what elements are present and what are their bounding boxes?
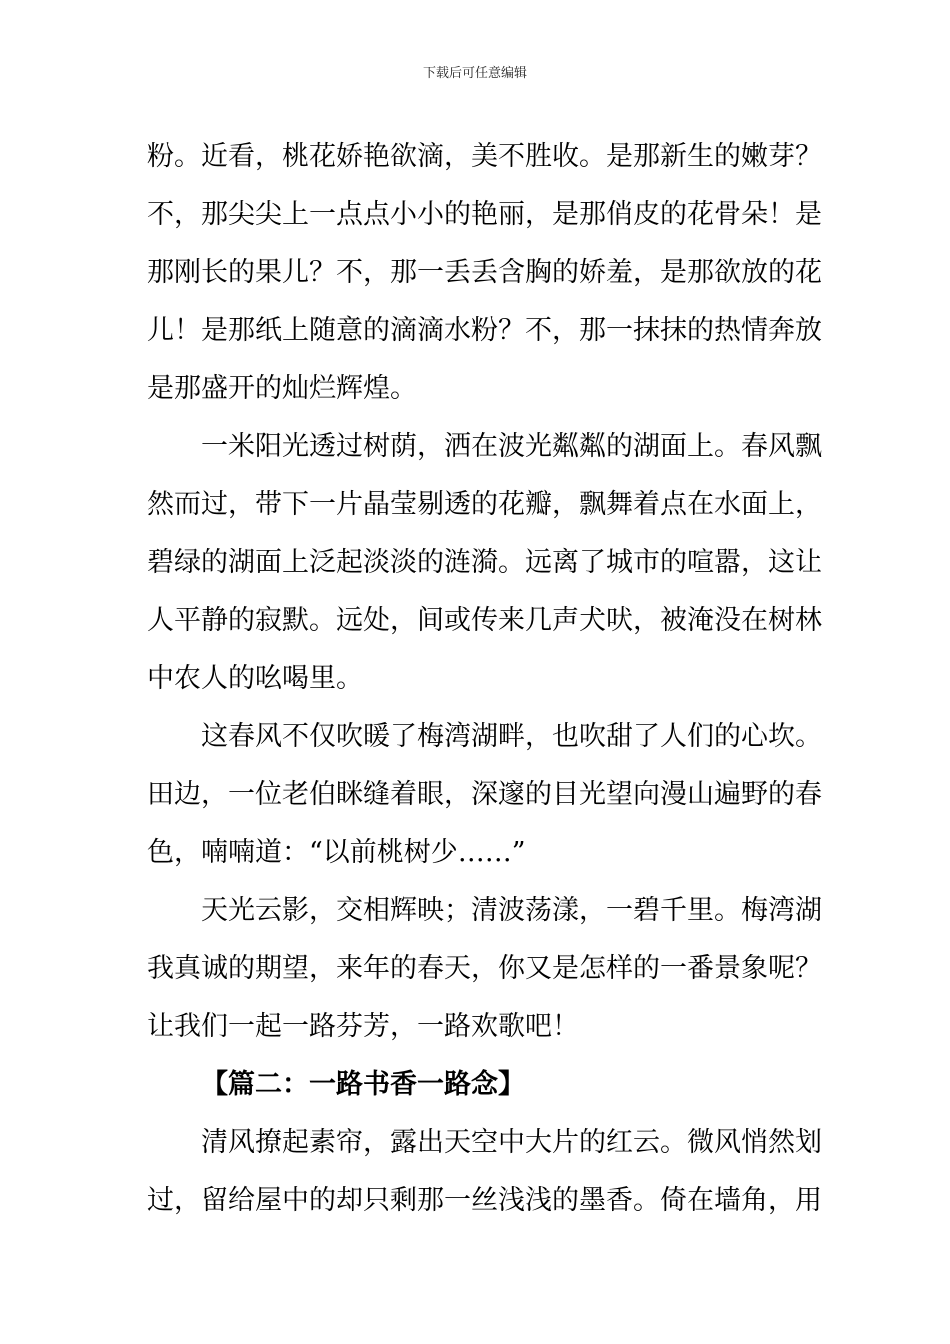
paragraph-first-line: 清风撩起素帘，露出天空中大片的红云。微风悄然划 (201, 1127, 822, 1158)
text-line: 然而过，带下一片晶莹剔透的花瓣，飘舞着点在水面上， (147, 489, 822, 520)
paragraph-first-line: 一米阳光透过树荫，洒在波光粼粼的湖面上。春风飘 (201, 431, 822, 462)
text-line: 粉。近看，桃花娇艳欲滴，美不胜收。是那新生的嫩芽？ (147, 141, 822, 172)
paragraph-first-line: 天光云影，交相辉映；清波荡漾，一碧千里。梅湾湖 (201, 895, 822, 926)
text-line: 是那盛开的灿烂辉煌。 (147, 373, 417, 404)
text-line: 儿！是那纸上随意的滴滴水粉？不，那一抹抹的热情奔放 (147, 315, 822, 346)
text-line: 那刚长的果儿？不，那一丢丢含胸的娇羞，是那欲放的花 (147, 257, 822, 288)
text-line: 色，喃喃道：“以前桃树少……” (147, 837, 526, 868)
text-line: 中农人的吆喝里。 (147, 663, 363, 694)
text-line: 不，那尖尖上一点点小小的艳丽，是那俏皮的花骨朵！是 (147, 199, 822, 230)
paragraph-first-line: 这春风不仅吹暖了梅湾湖畔，也吹甜了人们的心坎。 (201, 721, 822, 752)
text-line: 碧绿的湖面上泛起淡淡的涟漪。远离了城市的喧嚣，这让 (147, 547, 822, 578)
text-line: 让我们一起一路芬芳，一路欢歌吧！ (147, 1011, 579, 1042)
body-text (147, 128, 822, 1230)
section-heading: 【篇二：一路书香一路念】 (201, 1069, 525, 1100)
text-line: 人平静的寂默。远处，间或传来几声犬吠，被淹没在树林 (147, 605, 822, 636)
text-line: 我真诚的期望，来年的春天，你又是怎样的一番景象呢？ (147, 953, 822, 984)
text-line: 过，留给屋中的却只剩那一丝浅浅的墨香。倚在墙角，用 (147, 1185, 822, 1216)
page-header: 下载后可任意编辑 (422, 66, 527, 81)
text-line: 田边，一位老伯眯缝着眼，深邃的目光望向漫山遍野的春 (147, 779, 822, 810)
